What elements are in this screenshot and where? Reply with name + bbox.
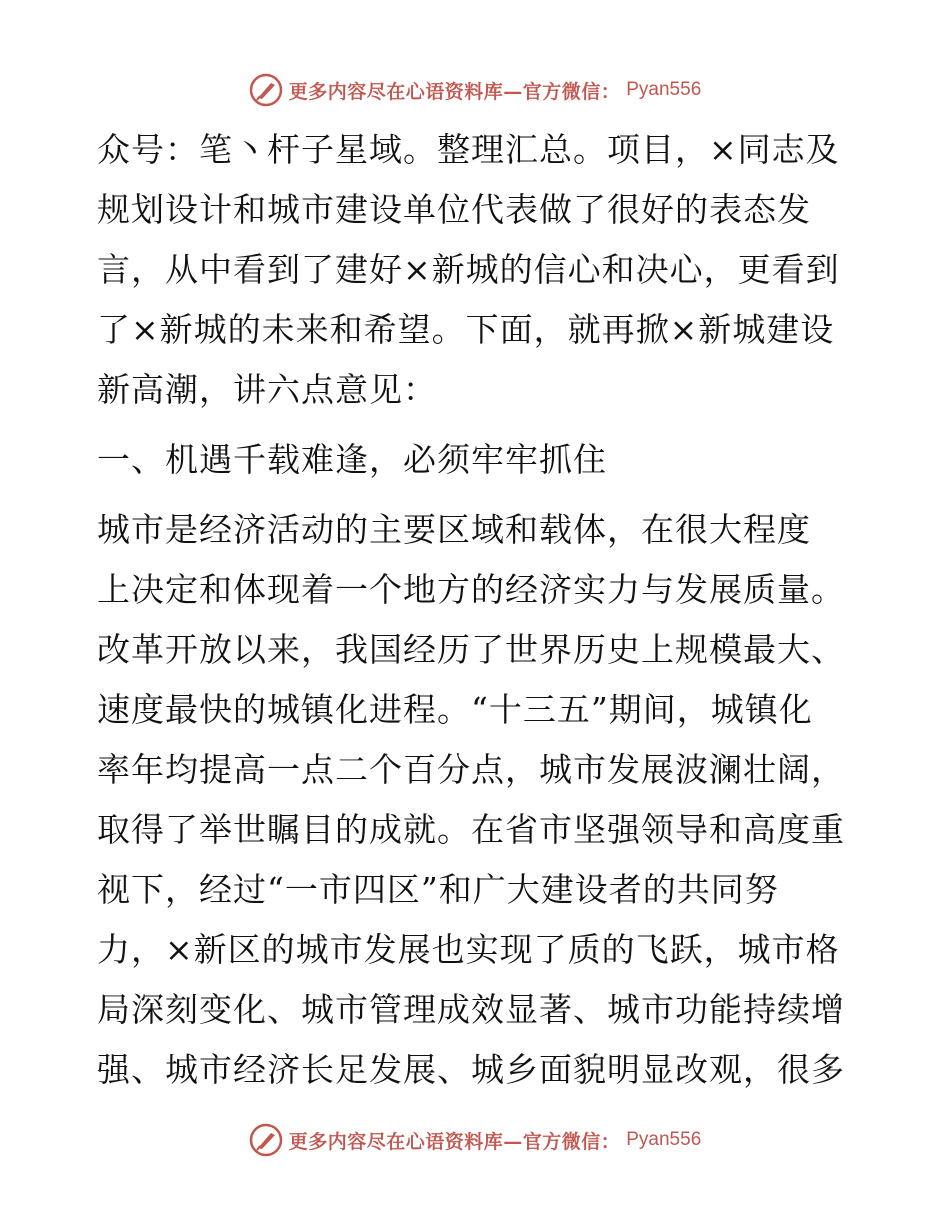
document-body: [97, 120, 857, 1100]
banner-contact: Pyan556: [626, 1129, 702, 1150]
section-heading: [97, 430, 857, 490]
text-line: 速度最快的城镇化进程。“十三五”期间，城镇化: [97, 690, 813, 729]
intro-paragraph: [97, 120, 857, 420]
text-line: 了×新城的未来和希望。下面，就再掀×新城建设: [97, 310, 835, 349]
quill-pen-logo-icon: [249, 73, 283, 107]
text-line: 新高潮，讲六点意见：: [97, 370, 437, 409]
footer-banner: [0, 1120, 950, 1160]
text-line: 改革开放以来，我国经历了世界历史上规模最大、: [97, 630, 845, 669]
text-line: 力，×新区的城市发展也实现了质的飞跃，城市格: [97, 930, 840, 969]
banner-title: 更多内容尽在心语资料库—官方微信：: [288, 1130, 621, 1153]
text-line: 上决定和体现着一个地方的经济实力与发展质量。: [97, 570, 845, 609]
quill-pen-logo-icon: [249, 1123, 283, 1157]
text-line: 视下，经过“一市四区”和广大建设者的共同努: [97, 870, 779, 909]
text-line: 言，从中看到了建好×新城的信心和决心，更看到: [97, 250, 840, 289]
text-line: 城市是经济活动的主要区域和载体，在很大程度: [97, 510, 811, 549]
body-paragraph: [97, 500, 857, 1100]
text-line: 取得了举世瞩目的成就。在省市坚强领导和高度重: [97, 810, 845, 849]
heading-text: 一、机遇千载难逢，必须牢牢抓住: [97, 440, 607, 479]
text-line: 规划设计和城市建设单位代表做了很好的表态发: [97, 190, 811, 229]
text-line: 众号：笔丶杆子星域。整理汇总。项目，×同志及: [97, 130, 840, 169]
text-line: 率年均提高一点二个百分点，城市发展波澜壮阔，: [97, 750, 845, 789]
banner-title: 更多内容尽在心语资料库—官方微信：: [288, 80, 621, 103]
header-banner: [0, 70, 950, 110]
text-line: 局深刻变化、城市管理成效显著、城市功能持续增: [97, 990, 845, 1029]
text-line: 强、城市经济长足发展、城乡面貌明显改观，很多: [97, 1050, 845, 1089]
banner-contact: Pyan556: [626, 79, 702, 100]
